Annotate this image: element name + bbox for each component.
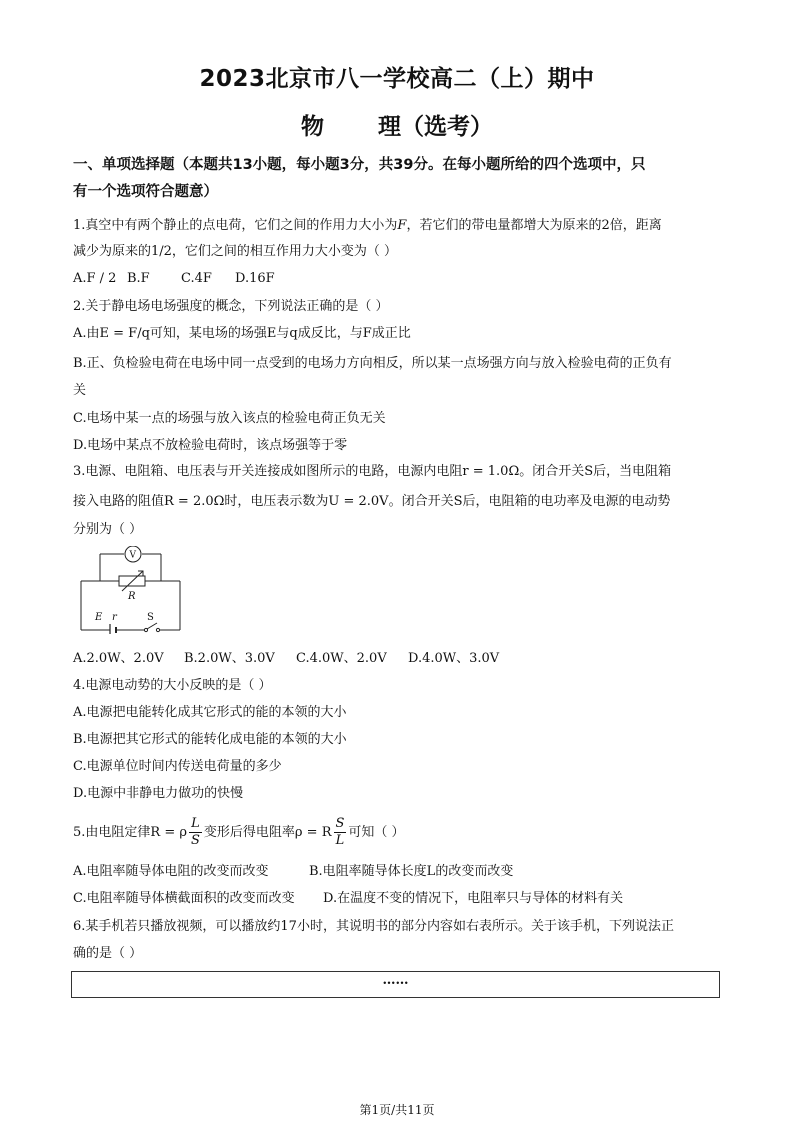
q1-option-c: C.4F [181, 271, 212, 286]
q4-option-c: C.电源单位时间内传送电荷量的多少 [73, 759, 282, 774]
q5-frac1-den: S [191, 833, 200, 848]
q1-text-a: 1.真空中有两个静止的点电荷，它们之间的作用力大小为 [73, 218, 398, 233]
q5-option-c: C.电阻率随导体横截面积的改变而改变 [73, 891, 295, 906]
internal-r-label: r [112, 612, 117, 623]
q1-stem-line2: 减少为原来的1/2，它们之间的相互作用力大小变为（ ） [73, 244, 398, 259]
circuit-diagram [76, 546, 186, 634]
emf-label: E [95, 612, 103, 623]
subject-char-2: 理（选考） [378, 114, 493, 140]
q3-option-d: D.4.0W、3.0V [408, 651, 500, 666]
voltmeter-label: V [129, 550, 136, 561]
q2-option-b-line2: 关 [73, 383, 87, 398]
switch-contact-right [156, 628, 159, 631]
switch-lever [147, 623, 157, 629]
q5-text-a: 5.由电阻定律R = ρ [73, 825, 187, 840]
q5-stem [73, 816, 733, 850]
q3-option-c: C.4.0W、2.0V [296, 651, 387, 666]
q5-frac1-num: L [191, 816, 200, 831]
q6-stem-line1: 6.某手机若只播放视频，可以播放约17小时，其说明书的部分内容如右表所示。关于该手机，下列说法正 [73, 919, 674, 934]
q3-option-a: A.2.0W、2.0V [73, 651, 164, 666]
q5-option-a: A.电阻率随导体电阻的改变而改变 [73, 864, 269, 879]
q5-frac2-num: S [335, 816, 345, 831]
q3-stem-line3: 分别为（ ） [73, 522, 143, 537]
section-heading-line1: 一、单项选择题（本题共13小题，每小题3分，共39分。在每小题所给的四个选项中，只 [73, 157, 646, 173]
page-title: 2023北京市八一学校高二（上）期中 [199, 66, 595, 92]
switch-label: S [147, 612, 154, 623]
q5-text-b: 变形后得电阻率ρ = R [203, 825, 332, 840]
q4-option-a: A.电源把电能转化成其它形式的能的本领的大小 [73, 705, 347, 720]
q5-fraction-ls [189, 816, 202, 849]
q1-option-a: A.F / 2 [73, 271, 117, 286]
q1-stem-line1 [73, 217, 733, 235]
q5-frac2-den: L [335, 833, 345, 848]
q2-option-b-line1: B.正、负检验电荷在电场中同一点受到的电场力方向相反，所以某一点场强方向与放入检验电荷的正负有 [73, 356, 672, 371]
subject-title [0, 108, 794, 141]
q4-option-b: B.电源把其它形式的能转化成电能的本领的大小 [73, 732, 347, 747]
q1-option-d: D.16F [235, 271, 275, 286]
q4-option-d: D.电源中非静电力做功的快慢 [73, 786, 244, 801]
q1-option-b: B.F [127, 271, 150, 286]
q5-fraction-sl [334, 816, 347, 849]
q1-options [73, 270, 733, 288]
q3-stem-line2: 接入电路的阻值R = 2.0Ω时，电压表示数为U = 2.0V。闭合开关S后，电阻箱的电功率及电源的电动势 [73, 494, 671, 509]
q6-table-ellipsis: …… [382, 973, 409, 988]
resistor-arrow-symbol [122, 571, 143, 591]
resistor-label: R [128, 591, 136, 602]
subject-char-1: 物 [301, 114, 324, 140]
q5-options-row1 [73, 863, 733, 881]
q1-text-b: ，若它们的带电量都增大为原来的2倍，距离 [406, 218, 662, 233]
q6-stem-line2: 确的是（ ） [73, 946, 143, 961]
q5-options-row2 [73, 890, 733, 908]
q3-options [73, 650, 733, 668]
q1-var-f: F [397, 218, 407, 233]
q5-text-c: 可知（ ） [348, 825, 405, 840]
q5-option-d: D.在温度不变的情况下，电阻率只与导体的材料有关 [323, 891, 624, 906]
section-heading-line2: 有一个选项符合题意） [73, 184, 218, 200]
q2-option-c: C.电场中某一点的场强与放入该点的检验电荷正负无关 [73, 411, 386, 426]
q3-stem-line1: 3.电源、电阻箱、电压表与开关连接成如图所示的电路，电源内电阻r = 1.0Ω。闭合开关S后，当电阻箱 [73, 464, 672, 479]
q6-spec-table [71, 971, 720, 998]
q2-stem: 2.关于静电场电场强度的概念，下列说法正确的是（ ） [73, 299, 389, 314]
q3-option-b: B.2.0W、3.0V [184, 651, 275, 666]
q4-stem: 4.电源电动势的大小反映的是（ ） [73, 678, 272, 693]
q2-option-a: A.由E = F/q可知，某电场的场强E与q成反比，与F成正比 [73, 326, 411, 341]
page-footer: 第1页/共11页 [359, 1103, 435, 1117]
q2-option-d: D.电场中某点不放检验电荷时，该点场强等于零 [73, 438, 348, 453]
q5-option-b: B.电阻率随导体长度L的改变而改变 [309, 864, 514, 879]
